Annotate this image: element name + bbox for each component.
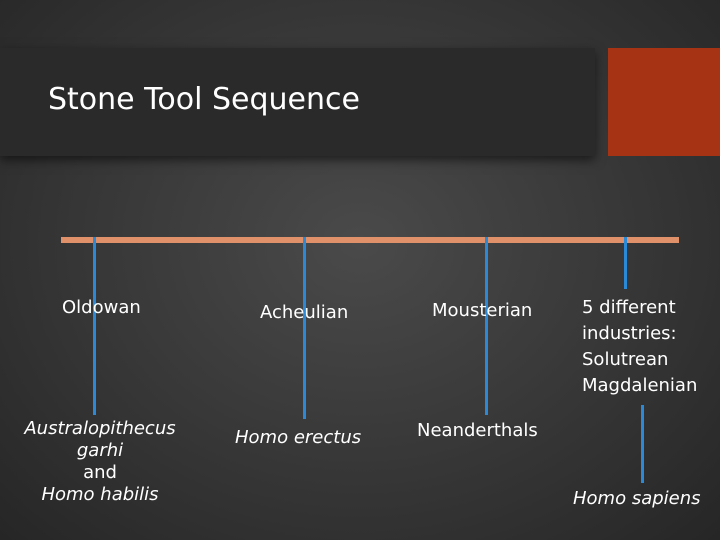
industry-oldowan: Oldowan (62, 297, 141, 318)
hominin-line: and (83, 462, 117, 483)
connector-mousterian (485, 237, 488, 415)
connector-acheulian (303, 237, 306, 419)
industry-mousterian: Mousterian (432, 300, 533, 321)
industry-line: Solutrean (582, 349, 669, 370)
connector-upper-paleolithic (624, 237, 627, 289)
hominin-line: garhi (76, 440, 124, 461)
industry-line: Magdalenian (582, 375, 698, 396)
connector-oldowan (93, 237, 96, 415)
industry-line: industries: (582, 323, 677, 344)
hominin-line: Australopithecus (24, 418, 176, 439)
accent-block (608, 48, 720, 156)
slide-title: Stone Tool Sequence (48, 82, 360, 117)
timeline-bar (61, 237, 679, 243)
hominin-homo-sapiens: Homo sapiens (573, 488, 701, 509)
hominin-mousterian: Neanderthals (417, 420, 538, 441)
connector-homo-sapiens (641, 405, 644, 483)
industry-line: 5 different (582, 297, 676, 318)
industry-upper-paleolithic (582, 295, 697, 399)
industry-acheulian: Acheulian (260, 302, 349, 323)
hominin-line: Homo habilis (41, 484, 159, 505)
hominin-acheulian: Homo erectus (235, 427, 362, 448)
hominin-oldowan (0, 418, 200, 506)
